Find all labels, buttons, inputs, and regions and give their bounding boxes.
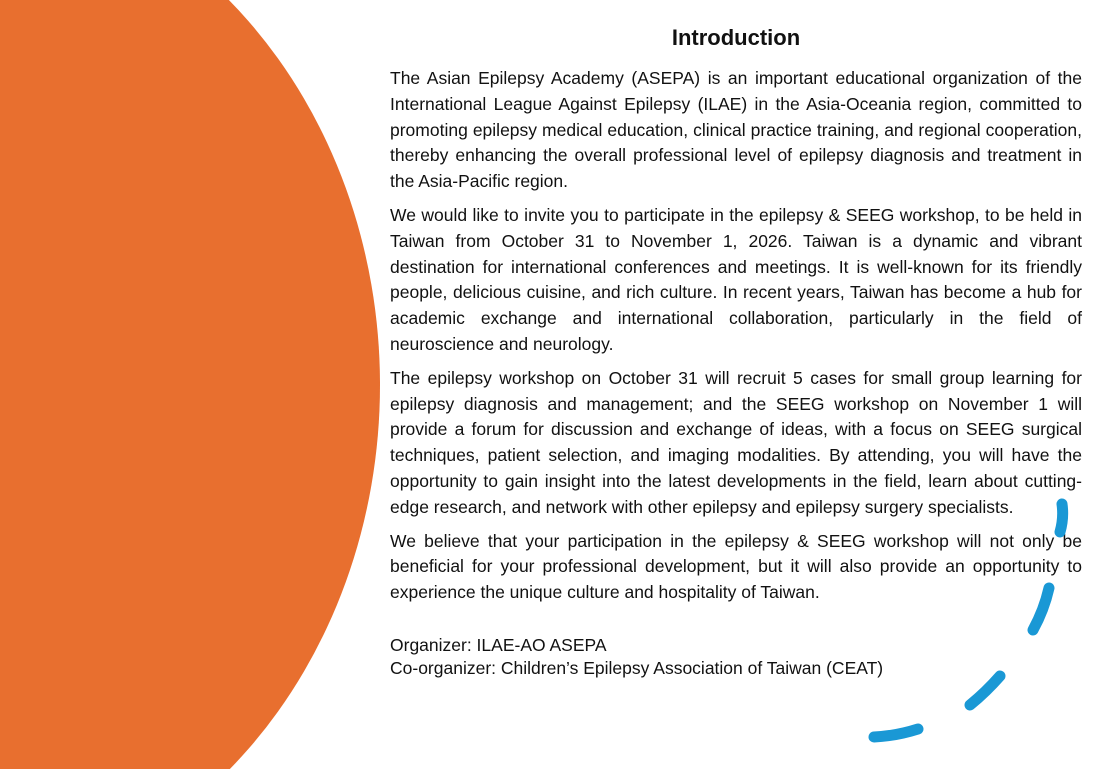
paragraph-participation-benefits: We believe that your participation in the epilepsy & SEEG workshop will not only be beneficial for your professional development, but it will also provide an opportunity to experience the unique culture and hospitality of Taiwan. [390,530,1082,603]
page-title: Introduction [671,25,801,50]
paragraph-invitation: We would like to invite you to participate in the epilepsy & SEEG workshop, to be held in Taiwan from October 31 to November 1, 2026. Taiwan is a dynamic and vibrant destination for international conferences and meetings. It is well-known for its friendly people, delicious cuisine, and rich culture. In recent years, Taiwan has become a hub for academic exchange and international collaboration, particularly in the field of neuroscience and neurology. [390,204,1082,354]
organizer-line: Organizer: ILAE-AO ASEPA [390,634,607,655]
paragraph-workshop-details: The epilepsy workshop on October 31 will recruit 5 cases for small group learning for epilepsy diagnosis and management; and the SEEG workshop on November 1 will provide a forum for discussion and exchange of ideas, with a focus on SEEG surgical techniques, patient selection, and imaging modalities. By attending, you will have the opportunity to gain insight into the latest developments in the field, learn about cutting-edge research, and network with other epilepsy and epilepsy surgery specialists. [390,367,1082,517]
paragraph-asepa: The Asian Epilepsy Academy (ASEPA) is an important educational organization of the International League Against Epilepsy (ILAE) in the Asia-Oceania region, committed to promoting epilepsy medical education, clinical practice training, and regional cooperation, thereby enhancing the overall professional level of epilepsy diagnosis and treatment in the Asia-Pacific region. [390,68,1082,192]
blue-dash-segment-3 [970,676,1000,705]
introduction-section [390,24,1082,680]
co-organizer-line: Co-organizer: Children’s Epilepsy Association of Taiwan (CEAT) [390,657,884,678]
organizers-block [390,634,1082,680]
blue-dash-segment-4 [874,729,918,737]
orange-semicircle-decoration [0,0,380,769]
